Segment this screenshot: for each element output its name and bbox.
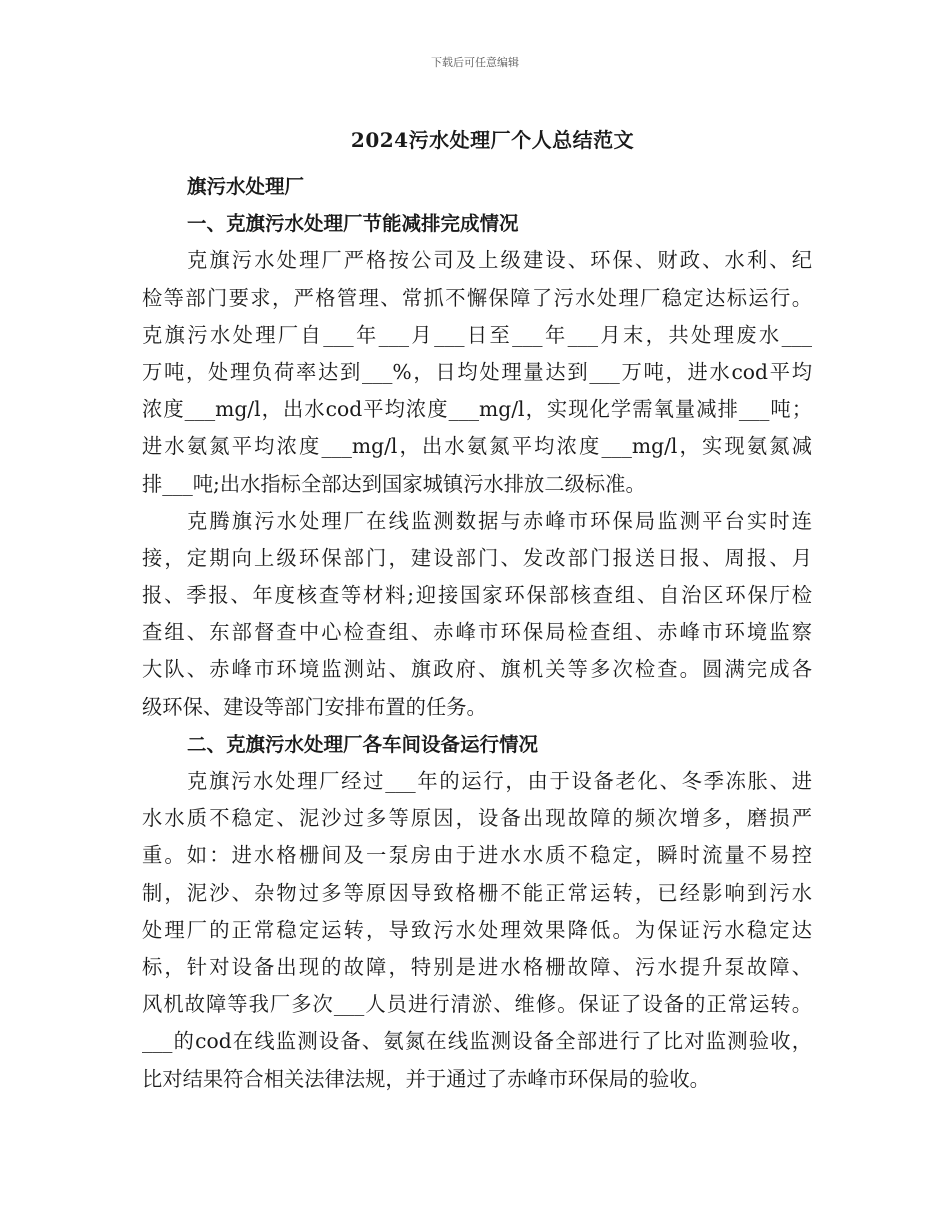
section-heading-2: 二、克旗污水处理厂各车间设备运行情况 bbox=[187, 732, 539, 756]
document-title: 2024污水处理厂个人总结范文 bbox=[350, 128, 635, 152]
paragraph-line: 万吨，处理负荷率达到___%，日均处理量达到___万吨，进水cod平均 bbox=[142, 359, 812, 384]
paragraph-line: 进水氨氮平均浓度___mg/l，出水氨氮平均浓度___mg/l，实现氨氮减 bbox=[142, 434, 812, 459]
paragraph-line: 接，定期向上级环保部门，建设部门、发改部门报送日报、周报、月 bbox=[142, 545, 812, 570]
paragraph-line: 排___吨;出水指标全部达到国家城镇污水排放二级标准。 bbox=[142, 471, 646, 496]
paragraph-line: 处理厂的正常稳定运转，导致污水处理效果降低。为保证污水稳定达 bbox=[142, 917, 812, 942]
paragraph-line: 检等部门要求，严格管理、常抓不懈保障了污水处理厂稳定达标运行。 bbox=[142, 285, 812, 310]
paragraph-line: 克腾旗污水处理厂在线监测数据与赤峰市环保局监测平台实时连 bbox=[187, 508, 812, 533]
paragraph-line: 比对结果符合相关法律法规，并于通过了赤峰市环保局的验收。 bbox=[142, 1066, 710, 1091]
paragraph-line: 制，泥沙、杂物过多等原因导致格栅不能正常运转，已经影响到污水 bbox=[142, 880, 812, 905]
paragraph-line: 重。如：进水格栅间及一泵房由于进水水质不稳定，瞬时流量不易控 bbox=[142, 843, 812, 868]
paragraph-line: 克旗污水处理厂自___年___月___日至___年___月末，共处理废水___ bbox=[142, 322, 812, 347]
section-heading-plant: 旗污水处理厂 bbox=[187, 175, 305, 198]
paragraph-line: 浓度___mg/l，出水cod平均浓度___mg/l，实现化学需氧量减排___吨； bbox=[142, 397, 812, 422]
paragraph-line: 克旗污水处理厂经过___年的运行，由于设备老化、冬季冻胀、进 bbox=[187, 769, 812, 793]
paragraph-line: 级环保、建设等部门安排布置的任务。 bbox=[142, 694, 487, 719]
paragraph-line: 报、季报、年度核查等材料;迎接国家环保部核查组、自治区环保厅检 bbox=[142, 583, 812, 608]
page-header-note: 下载后可任意编辑 bbox=[431, 56, 519, 69]
paragraph-line: ___的cod在线监测设备、氨氮在线监测设备全部进行了比对监测验收， bbox=[142, 1029, 812, 1054]
paragraph-line: 标，针对设备出现的故障，特别是进水格栅故障、污水提升泵故障、 bbox=[142, 954, 812, 979]
document-body bbox=[142, 168, 812, 1098]
paragraph-line: 大队、赤峰市环境监测站、旗政府、旗机关等多次检查。圆满完成各 bbox=[142, 657, 812, 682]
paragraph-line: 查组、东部督查中心检查组、赤峰市环保局检查组、赤峰市环境监察 bbox=[142, 620, 812, 645]
paragraph-line: 水水质不稳定、泥沙过多等原因，设备出现故障的频次增多，磨损严 bbox=[142, 806, 812, 831]
section-heading-1: 一、克旗污水处理厂节能减排完成情况 bbox=[187, 212, 519, 236]
paragraph-line: 克旗污水处理厂严格按公司及上级建设、环保、财政、水利、纪 bbox=[187, 248, 812, 273]
paragraph-line: 风机故障等我厂多次___人员进行清淤、维修。保证了设备的正常运转。 bbox=[142, 992, 812, 1017]
